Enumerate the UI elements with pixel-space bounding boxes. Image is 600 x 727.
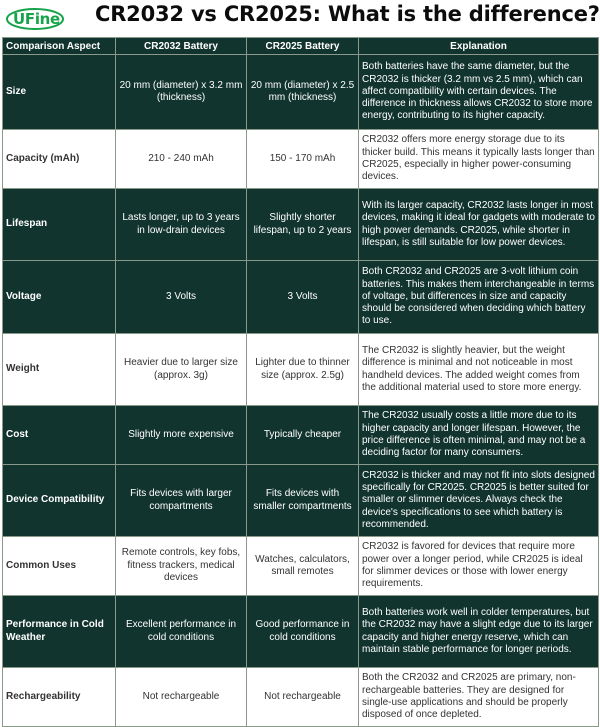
page-header [0, 0, 600, 36]
aspect-cell: Capacity (mAh) [3, 130, 116, 189]
cr2025-cell: Good performance in cold conditions [247, 596, 359, 668]
explanation-cell: CR2032 is favored for devices that require more power over a longer period, while CR2025 is ideal for slimmer devices or those with lower energy requirements. [359, 537, 599, 596]
table-row [3, 261, 599, 334]
table-row [3, 55, 599, 130]
explanation-cell: The CR2032 is slightly heavier, but the weight difference is minimal and not noticeable in most handheld devices. The added weight comes from the additional material used to store more energy. [359, 334, 599, 406]
table-row [3, 406, 599, 465]
cr2025-cell: 3 Volts [247, 261, 359, 334]
cr2032-cell: 20 mm (diameter) x 3.2 mm (thickness) [116, 55, 247, 130]
aspect-cell: Lifespan [3, 189, 116, 261]
table-row [3, 668, 599, 727]
column-header: CR2025 Battery [247, 38, 359, 55]
explanation-cell: Both the CR2032 and CR2025 are primary, non-rechargeable batteries. They are designed for single-use applications and should be properly disposed of once depleted. [359, 668, 599, 727]
aspect-cell: Rechargeability [3, 668, 116, 727]
cr2025-cell: Fits devices with smaller compartments [247, 465, 359, 537]
brand-name: UFine [13, 10, 60, 28]
comparison-table [2, 37, 599, 727]
cr2032-cell: Fits devices with larger compartments [116, 465, 247, 537]
table-row [3, 334, 599, 406]
explanation-cell: Both batteries work well in colder temperatures, but the CR2032 may have a slight edge due to its larger capacity and higher energy reserve, which can maintain stable performance for longer periods. [359, 596, 599, 668]
explanation-cell: Both CR2032 and CR2025 are 3-volt lithium coin batteries. This makes them interchangeable in terms of voltage, but differences in size and capacity should be considered when deciding which battery to use. [359, 261, 599, 334]
table-header-row [3, 38, 599, 55]
cr2032-cell: 3 Volts [116, 261, 247, 334]
aspect-cell: Weight [3, 334, 116, 406]
column-header: CR2032 Battery [116, 38, 247, 55]
explanation-cell: Both batteries have the same diameter, but the CR2032 is thicker (3.2 mm vs 2.5 mm), which can affect compatibility with certain devices. The difference in thickness allows CR2032 to store more energy, contributing to its higher capacity. [359, 55, 599, 130]
aspect-cell: Common Uses [3, 537, 116, 596]
column-header: Comparison Aspect [3, 38, 116, 55]
cr2032-cell: Excellent performance in cold conditions [116, 596, 247, 668]
cr2025-cell: Not rechargeable [247, 668, 359, 727]
cr2032-cell: 210 - 240 mAh [116, 130, 247, 189]
table-row [3, 537, 599, 596]
explanation-cell: The CR2032 usually costs a little more due to its higher capacity and longer lifespan. However, the price difference is often minimal, and may not be a deciding factor for many consumers. [359, 406, 599, 465]
table-row [3, 596, 599, 668]
cr2025-cell: Slightly shorter lifespan, up to 2 years [247, 189, 359, 261]
aspect-cell: Cost [3, 406, 116, 465]
cr2032-cell: Not rechargeable [116, 668, 247, 727]
table-row [3, 465, 599, 537]
cr2025-cell: Watches, calculators, small remotes [247, 537, 359, 596]
cr2032-cell: Heavier due to larger size (approx. 3g) [116, 334, 247, 406]
cr2032-cell: Lasts longer, up to 3 years in low-drain devices [116, 189, 247, 261]
cr2025-cell: Lighter due to thinner size (approx. 2.5g) [247, 334, 359, 406]
cr2025-cell: 20 mm (diameter) x 2.5 mm (thickness) [247, 55, 359, 130]
brand-logo [5, 7, 65, 31]
page-title: CR2032 vs CR2025: What is the difference? [95, 2, 600, 26]
cr2032-cell: Remote controls, key fobs, fitness trackers, medical devices [116, 537, 247, 596]
explanation-cell: CR2032 is thicker and may not fit into slots designed specifically for CR2025. CR2025 is better suited for smaller or slimmer devices. Always check the device's specifications to see which battery is recommended. [359, 465, 599, 537]
table-row [3, 130, 599, 189]
cr2025-cell: Typically cheaper [247, 406, 359, 465]
aspect-cell: Size [3, 55, 116, 130]
explanation-cell: With its larger capacity, CR2032 lasts longer in most devices, making it ideal for gadgets with moderate to high power demands. CR2025, while shorter in lifespan, is still suitable for low power devices. [359, 189, 599, 261]
aspect-cell: Voltage [3, 261, 116, 334]
explanation-cell: CR2032 offers more energy storage due to its thicker build. This means it typically lasts longer than CR2025, especially in higher power-consuming devices. [359, 130, 599, 189]
aspect-cell: Device Compatibility [3, 465, 116, 537]
aspect-cell: Performance in Cold Weather [3, 596, 116, 668]
cr2032-cell: Slightly more expensive [116, 406, 247, 465]
cr2025-cell: 150 - 170 mAh [247, 130, 359, 189]
table-row [3, 189, 599, 261]
column-header: Explanation [359, 38, 599, 55]
